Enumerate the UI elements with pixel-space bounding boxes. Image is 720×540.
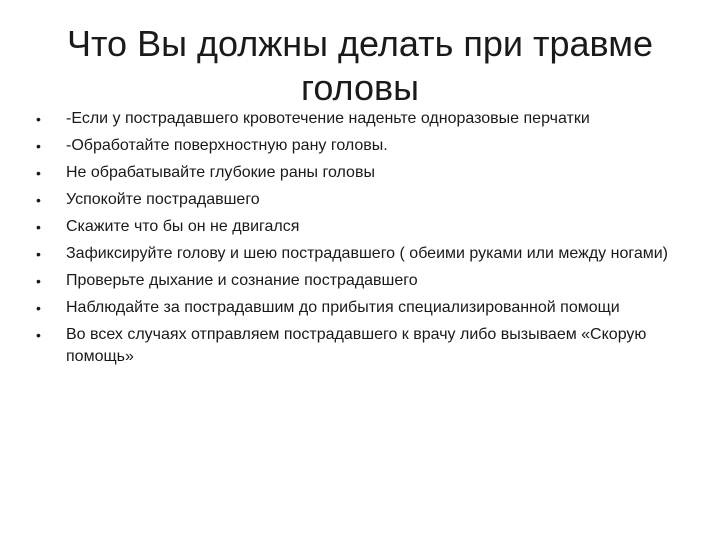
bullet-icon: • <box>36 192 41 208</box>
bullet-list <box>36 108 686 373</box>
list-item <box>36 243 686 265</box>
bullet-icon: • <box>36 111 41 127</box>
bullet-icon: • <box>36 327 41 343</box>
bullet-icon: • <box>36 246 41 262</box>
bullet-text: Во всех случаях отправляем пострадавшего к врачу либо вызываем «Скорую помощь» <box>66 326 647 365</box>
bullet-text: Скажите что бы он не двигался <box>66 218 300 235</box>
bullet-icon: • <box>36 138 41 154</box>
bullet-icon: • <box>36 219 41 235</box>
bullet-icon: • <box>36 165 41 181</box>
list-item <box>36 162 686 184</box>
bullet-icon: • <box>36 273 41 289</box>
bullet-text: Проверьте дыхание и сознание пострадавшего <box>66 272 418 289</box>
list-item <box>36 216 686 238</box>
bullet-text: Зафиксируйте голову и шею пострадавшего ( обеими руками или между ногами) <box>66 245 668 262</box>
list-item <box>36 108 686 130</box>
bullet-text: Не обрабатывайте глубокие раны головы <box>66 164 375 181</box>
bullet-text: -Обработайте поверхностную рану головы. <box>66 137 388 154</box>
list-item <box>36 270 686 292</box>
list-item <box>36 297 686 319</box>
bullet-text: -Если у пострадавшего кровотечение наденьте одноразовые перчатки <box>66 110 590 127</box>
list-item <box>36 189 686 211</box>
list-item <box>36 324 686 368</box>
bullet-text: Успокойте пострадавшего <box>66 191 260 208</box>
slide-title: Что Вы должны делать при травме головы <box>66 23 654 108</box>
bullet-icon: • <box>36 300 41 316</box>
bullet-text: Наблюдайте за пострадавшим до прибытия специализированной помощи <box>66 299 620 316</box>
list-item <box>36 135 686 157</box>
